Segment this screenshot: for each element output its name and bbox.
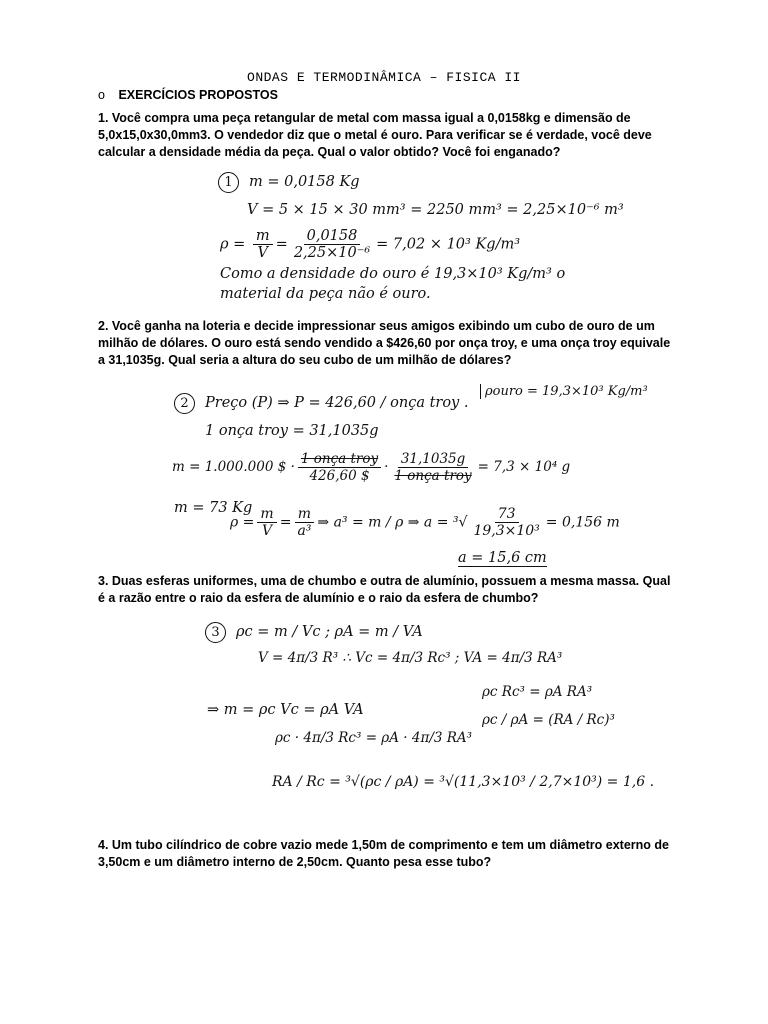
solution-3-equal-mass: ⇒ m = ρc Vc = ρA VA bbox=[207, 702, 364, 718]
solution-2-cube: ρ = $\frac{m}{V}$ = $\frac{m}{\text{a³}}$ ⇒ a³ = m / ρ ⇒ a = ³√ $\frac{73}{\text{19,3×10³}}$ = 0,156 m bbox=[230, 506, 620, 539]
solution-number-badge: 1 bbox=[218, 172, 239, 193]
solution-3-expanded: ρc · 4π/3 Rc³ = ρA · 4π/3 RA³ bbox=[275, 730, 473, 746]
solution-2-gold-density: ρouro = 19,3×10³ Kg/m³ bbox=[480, 384, 648, 399]
solution-2-mass-kg: m = 73 Kg bbox=[174, 500, 253, 516]
solution-1-mass: 1 m = 0,0158 Kg bbox=[218, 172, 360, 193]
solution-3-volumes: V = 4π/3 R³ ∴ Vc = 4π/3 Rc³ ; VA = 4π/3 RA³ bbox=[258, 650, 563, 666]
solution-1-conclusion-line-1: Como a densidade do ouro é 19,3×10³ Kg/m³ o bbox=[220, 266, 566, 282]
question-1: 1. Você compra uma peça retangular de metal com massa igual a 0,0158kg e dimensão de 5,0x15,0x30,0mm3. O vendedor diz que o metal é ouro. Para verificar se é verdade, você deve calcular a densidade média da peça. Qual o valor obtido? Você foi enganado? bbox=[98, 111, 652, 159]
solution-3-side-result-1: ρc Rc³ = ρA RA³ bbox=[482, 684, 593, 700]
solution-number-badge: 3 bbox=[205, 622, 226, 643]
section-bullet: o bbox=[98, 88, 105, 102]
solution-2-price: 2 Preço (P) ⇒ P = 426,60 / onça troy . bbox=[174, 393, 468, 414]
section-heading bbox=[98, 88, 278, 102]
solution-1-conclusion-line-2: material da peça não é ouro. bbox=[220, 286, 431, 302]
solution-3-densities: 3 ρc = m / Vc ; ρA = m / VA bbox=[205, 622, 423, 643]
section-label: EXERCÍCIOS PROPOSTOS bbox=[118, 88, 278, 102]
solution-2-mass: m = 1.000.000 $ · $\frac{\text{1 onça troy}}{426,60 \$}$ · $\frac{31,1035g}{\text{1 onça troy}}$ = 7,3 × 10⁴ g bbox=[172, 451, 571, 484]
question-2: 2. Você ganha na loteria e decide impressionar seus amigos exibindo um cubo de ouro de um milhão de dólares. O ouro está sendo vendido a $426,60 por onça troy, e uma onça troy equivale a 31,1035g. Qual seria a altura do seu cubo de um milhão de dólares? bbox=[98, 319, 671, 367]
document-title: ONDAS E TERMODINÂMICA – FISICA II bbox=[247, 70, 521, 85]
solution-2-answer: a = 15,6 cm bbox=[458, 550, 547, 566]
solution-number-badge: 2 bbox=[174, 393, 195, 414]
solution-1-density: ρ = $\frac{m}{V}$ = $\frac{0,0158}{\text{2,25×10⁻⁶}}$ = 7,02 × 10³ Kg/m³ bbox=[220, 228, 521, 261]
solution-1-volume: V = 5 × 15 × 30 mm³ = 2250 mm³ = 2,25×10⁻⁶ m³ bbox=[247, 202, 624, 218]
solution-2-ounce: 1 onça troy = 31,1035g bbox=[205, 423, 379, 439]
solution-3-ratio: RA / Rc = ³√(ρc / ρA) = ³√(11,3×10³ / 2,7×10³) = 1,6 . bbox=[272, 774, 655, 790]
question-4: 4. Um tubo cilíndrico de cobre vazio mede 1,50m de comprimento e tem um diâmetro externo de 3,50cm e um diâmetro interno de 2,50cm. Quanto pesa esse tubo? bbox=[98, 838, 669, 869]
question-3: 3. Duas esferas uniformes, uma de chumbo e outra de alumínio, possuem a mesma massa. Qual é a razão entre o raio da esfera de alumínio e o raio da esfera de chumbo? bbox=[98, 574, 671, 605]
solution-3-side-result-2: ρc / ρA = (RA / Rc)³ bbox=[482, 712, 615, 728]
